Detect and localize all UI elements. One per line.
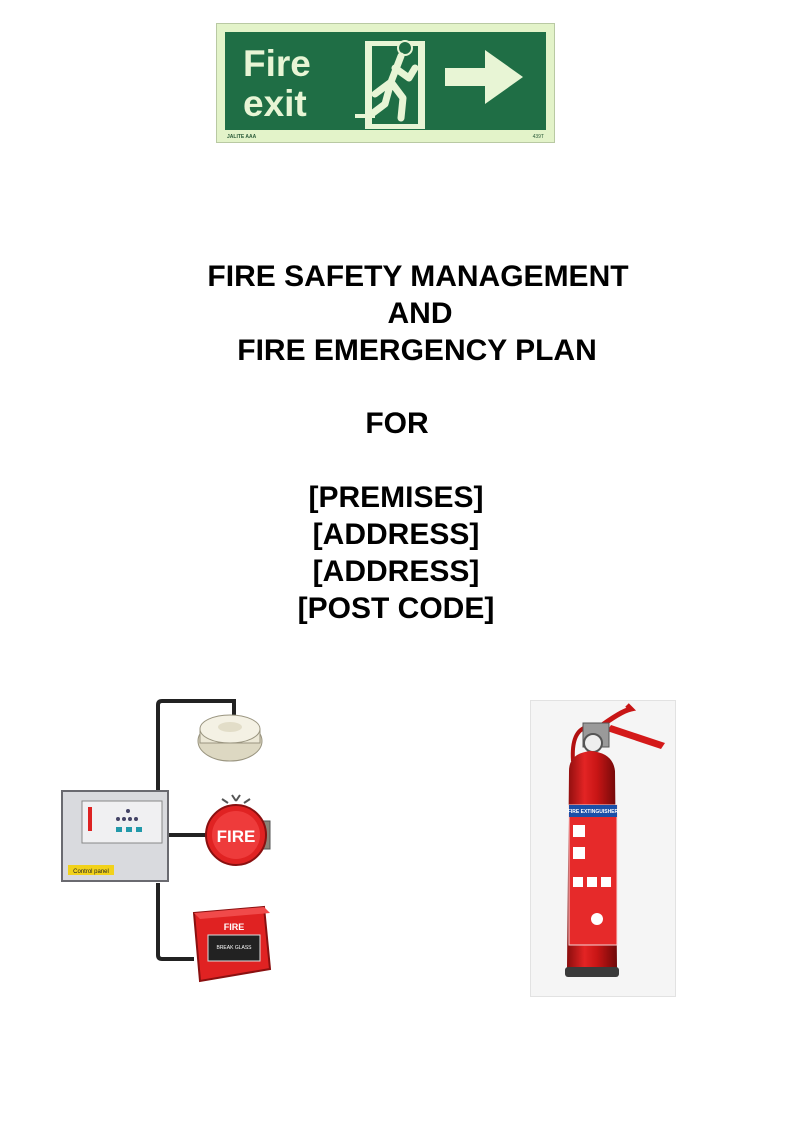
premises-placeholder: [PREMISES] [308,481,484,514]
title-line-2: AND [387,297,453,330]
svg-text:BREAK GLASS: BREAK GLASS [216,945,252,951]
alarm-bell-icon [206,795,270,865]
running-man-icon [355,38,435,136]
fire-alarm-system-illustration [58,697,278,989]
title-for: FOR [365,407,429,440]
smoke-detector-icon [198,715,262,761]
fire-extinguisher-photo [530,700,676,997]
svg-text:Control panel: Control panel [73,869,109,875]
sign-line-1: Fire [243,43,311,84]
svg-text:FIRE: FIRE [216,827,256,846]
svg-text:FIRE: FIRE [223,922,245,932]
fire-exit-sign [216,23,555,143]
right-arrow-icon [441,46,527,108]
title-line-1: FIRE SAFETY MANAGEMENT [207,260,629,293]
svg-text:FIRE EXTINGUISHER: FIRE EXTINGUISHER [567,809,619,815]
sign-brand: JALITE AAA [227,134,257,140]
control-panel-icon [62,791,168,881]
sign-text [243,44,311,124]
title-line-3: FIRE EMERGENCY PLAN [237,334,597,367]
fire-extinguisher-icon [531,701,677,998]
alarm-wire-bottom [158,883,194,959]
address-line-1: [ADDRESS] [312,518,480,551]
sign-code: 439T [532,134,544,140]
sign-line-2: exit [243,83,307,124]
postcode-placeholder: [POST CODE] [297,592,495,625]
break-glass-call-point-icon [194,907,270,981]
address-line-2: [ADDRESS] [312,555,480,588]
